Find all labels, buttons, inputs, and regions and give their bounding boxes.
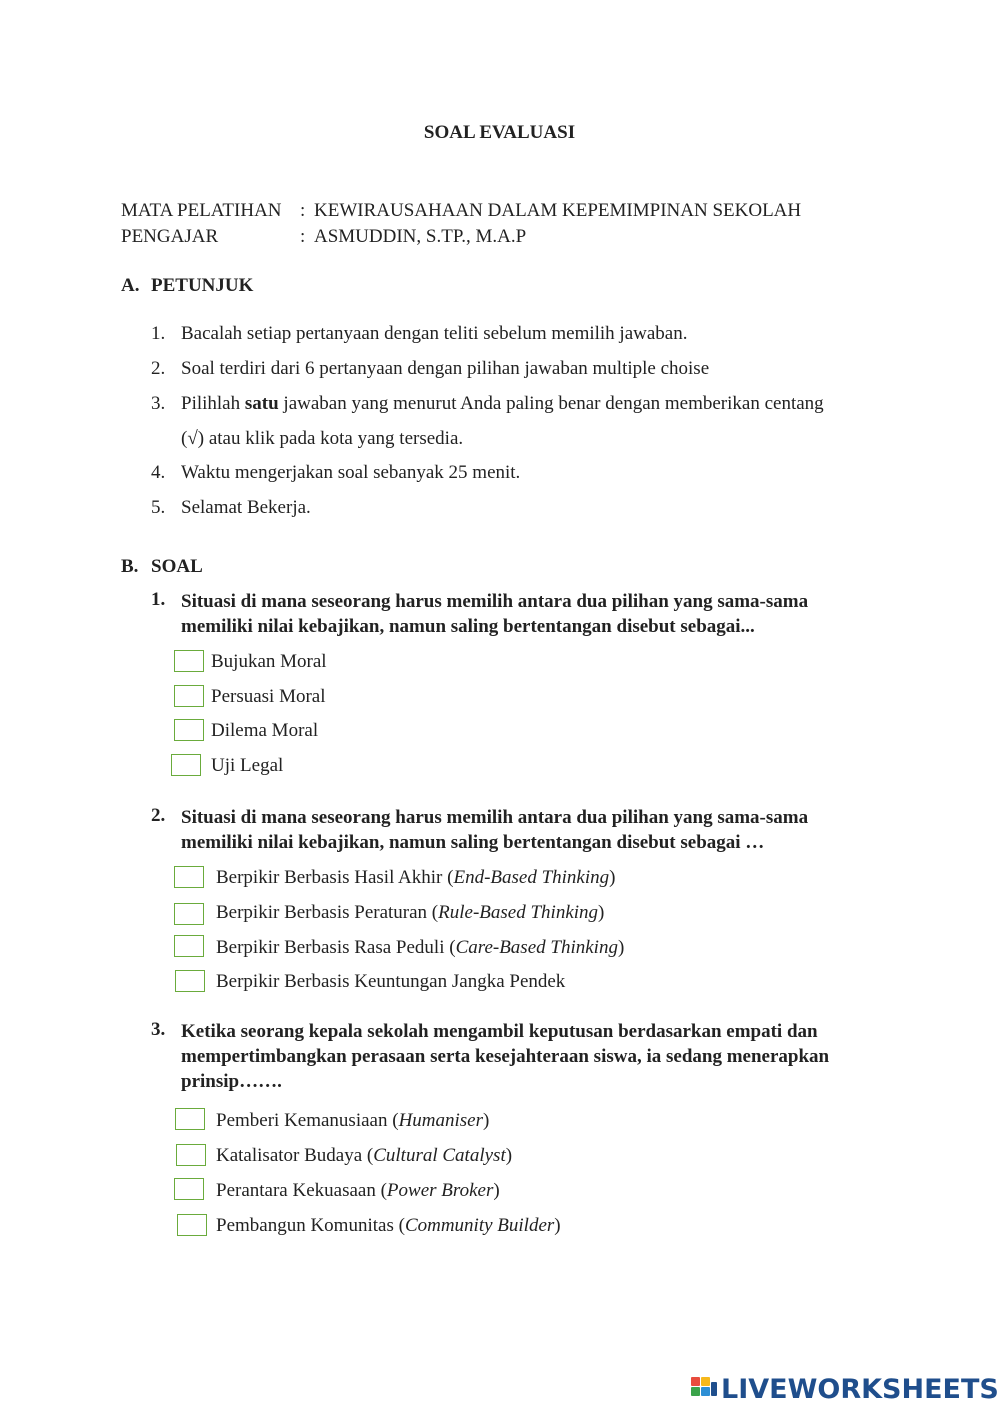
- liveworksheets-logo[interactable]: [689, 1374, 999, 1404]
- instruction-text: [181, 393, 824, 415]
- answer-option: [216, 1145, 512, 1167]
- answer-option-term: End-Based Thinking: [453, 867, 610, 888]
- instruction-text-part: jawaban yang menurut Anda paling benar dengan memberikan centang: [278, 393, 824, 414]
- answer-option: [216, 1215, 561, 1237]
- answer-option: Bujukan Moral: [211, 651, 327, 672]
- course-value: KEWIRAUSAHAAN DALAM KEPEMIMPINAN SEKOLAH: [314, 200, 802, 221]
- course-label: MATA PELATIHAN: [121, 200, 282, 221]
- instruction-number: 3.: [151, 393, 166, 414]
- instruction-emphasis: satu: [244, 393, 279, 414]
- instruction-number: 1.: [151, 323, 166, 344]
- question-text: mempertimbangkan perasaan serta kesejahteraan siswa, ia sedang menerapkan: [181, 1046, 830, 1067]
- section-a-letter: A.: [121, 275, 140, 296]
- question-text: memiliki nilai kebajikan, namun saling bertentangan disebut sebagai...: [181, 616, 755, 637]
- answer-option-term: Cultural Catalyst: [373, 1145, 506, 1166]
- question-text: Situasi di mana seseorang harus memilih antara dua pilihan yang sama-sama: [181, 591, 809, 612]
- question-text: Ketika seorang kepala sekolah mengambil keputusan berdasarkan empati dan: [181, 1021, 818, 1042]
- answer-checkbox[interactable]: [177, 1214, 207, 1236]
- teacher-label: PENGAJAR: [121, 226, 219, 247]
- answer-option-text: Pemberi Kemanusiaan (: [216, 1110, 399, 1131]
- answer-option: [216, 902, 604, 924]
- answer-option: [216, 1110, 489, 1132]
- answer-option-text: Berpikir Berbasis Rasa Peduli (: [216, 937, 456, 958]
- answer-option-term: Rule-Based Thinking: [438, 902, 599, 923]
- answer-checkbox[interactable]: [174, 719, 204, 741]
- answer-option-term: Power Broker: [386, 1180, 494, 1201]
- answer-option-text: ): [554, 1215, 561, 1236]
- answer-checkbox[interactable]: [171, 754, 201, 776]
- answer-checkbox[interactable]: [176, 1144, 206, 1166]
- answer-option-text: ): [617, 937, 625, 958]
- answer-option-text: Katalisator Budaya (: [216, 1145, 374, 1166]
- question-text: Situasi di mana seseorang harus memilih antara dua pilihan yang sama-sama: [181, 807, 809, 828]
- answer-checkbox[interactable]: [174, 866, 204, 888]
- question-text: prinsip…….: [181, 1071, 282, 1092]
- answer-option-text: ): [493, 1180, 500, 1201]
- answer-option: [216, 867, 615, 889]
- answer-option: Uji Legal: [211, 755, 284, 776]
- answer-option-text: Pembangun Komunitas (: [216, 1215, 405, 1236]
- answer-checkbox[interactable]: [174, 685, 204, 707]
- question-text: memiliki nilai kebajikan, namun saling bertentangan disebut sebagai …: [181, 832, 765, 853]
- page-title: SOAL EVALUASI: [423, 122, 576, 143]
- instruction-text-continued: (√) atau klik pada kota yang tersedia.: [181, 428, 464, 449]
- answer-checkbox[interactable]: [174, 1178, 204, 1200]
- answer-checkbox[interactable]: [175, 1108, 205, 1130]
- answer-option-text: ): [505, 1145, 513, 1166]
- instruction-text: Bacalah setiap pertanyaan dengan teliti sebelum memilih jawaban.: [181, 323, 688, 344]
- instruction-text: Selamat Bekerja.: [181, 497, 311, 518]
- instruction-number: 5.: [151, 497, 166, 518]
- instruction-text-part: Pilihlah: [181, 393, 245, 414]
- answer-option-term: Care-Based Thinking: [455, 937, 618, 958]
- teacher-value: ASMUDDIN, S.TP., M.A.P: [314, 226, 527, 247]
- answer-option-text: Perantara Kekuasaan (: [216, 1180, 387, 1201]
- section-b-letter: B.: [121, 556, 139, 577]
- liveworksheets-logo-icon: [689, 1375, 719, 1403]
- answer-checkbox[interactable]: [174, 935, 204, 957]
- answer-checkbox[interactable]: [174, 903, 204, 925]
- question-number: 3.: [151, 1019, 166, 1040]
- instruction-text: Waktu mengerjakan soal sebanyak 25 menit.: [181, 462, 521, 483]
- instruction-text: Soal terdiri dari 6 pertanyaan dengan pilihan jawaban multiple choise: [181, 358, 710, 379]
- teacher-separator: :: [300, 226, 306, 247]
- answer-option-text: ): [598, 902, 605, 923]
- section-b-title: SOAL: [151, 556, 203, 577]
- answer-option-text: Berpikir Berbasis Hasil Akhir (: [216, 867, 454, 888]
- course-separator: :: [300, 200, 306, 221]
- section-a-title: PETUNJUK: [151, 275, 254, 296]
- question-number: 2.: [151, 805, 166, 826]
- answer-option-text: Berpikir Berbasis Peraturan (: [216, 902, 439, 923]
- brand-name: LIVEWORKSHEETS: [721, 1373, 999, 1405]
- question-number: 1.: [151, 589, 166, 610]
- answer-option: Berpikir Berbasis Keuntungan Jangka Pendek: [216, 971, 566, 992]
- answer-checkbox[interactable]: [174, 650, 204, 672]
- answer-option-text: ): [609, 867, 616, 888]
- answer-option-text: ): [483, 1110, 490, 1131]
- answer-option: [216, 1180, 500, 1202]
- instruction-number: 2.: [151, 358, 166, 379]
- instruction-number: 4.: [151, 462, 166, 483]
- answer-option: Dilema Moral: [211, 720, 319, 741]
- answer-option: [216, 937, 624, 959]
- answer-checkbox[interactable]: [175, 970, 205, 992]
- answer-option: Persuasi Moral: [211, 686, 326, 707]
- answer-option-term: Humaniser: [398, 1110, 484, 1131]
- answer-option-term: Community Builder: [404, 1215, 555, 1236]
